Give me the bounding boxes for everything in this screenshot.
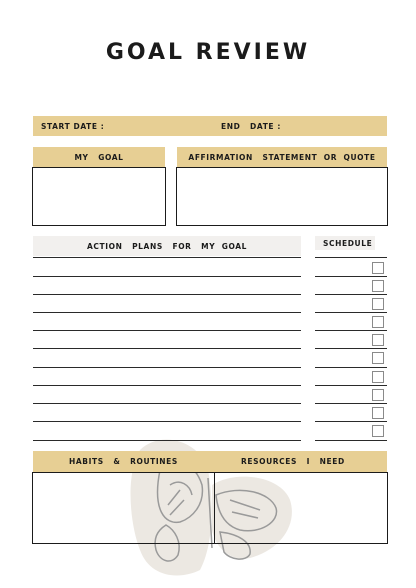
- checkbox-icon[interactable]: [372, 280, 384, 292]
- my-goal-box[interactable]: [32, 167, 166, 226]
- habits-area[interactable]: [33, 473, 213, 543]
- schedule-line: [315, 385, 387, 386]
- action-line[interactable]: [33, 385, 301, 386]
- action-plans-label: ACTION PLANS FOR MY GOAL: [86, 241, 248, 251]
- end-date-label: END DATE :: [221, 121, 281, 131]
- action-line[interactable]: [33, 348, 301, 349]
- schedule-line: [315, 367, 387, 368]
- schedule-line: [315, 294, 387, 295]
- checkbox-icon[interactable]: [372, 407, 384, 419]
- checkbox-icon[interactable]: [372, 298, 384, 310]
- action-line[interactable]: [33, 330, 301, 331]
- schedule-line: [315, 440, 387, 441]
- action-line[interactable]: [33, 403, 301, 404]
- dates-band: [33, 116, 387, 136]
- action-line[interactable]: [33, 312, 301, 313]
- action-line[interactable]: [33, 276, 301, 277]
- action-line[interactable]: [33, 440, 301, 441]
- action-plans-header: [33, 236, 301, 256]
- resources-area[interactable]: [215, 473, 386, 543]
- schedule-header: [315, 236, 375, 250]
- my-goal-header: [33, 147, 165, 167]
- schedule-line: [315, 276, 387, 277]
- checkbox-icon[interactable]: [372, 334, 384, 346]
- schedule-line: [315, 330, 387, 331]
- start-date-label: START DATE :: [41, 121, 105, 131]
- affirmation-box[interactable]: [176, 167, 388, 226]
- schedule-line: [315, 257, 387, 258]
- action-line[interactable]: [33, 421, 301, 422]
- my-goal-label: MY GOAL: [74, 152, 124, 162]
- affirmation-label: AFFIRMATION STATEMENT OR QUOTE: [188, 152, 376, 162]
- checkbox-icon[interactable]: [372, 352, 384, 364]
- action-line[interactable]: [33, 367, 301, 368]
- checkbox-icon[interactable]: [372, 389, 384, 401]
- action-line[interactable]: [33, 257, 301, 258]
- checkbox-icon[interactable]: [372, 371, 384, 383]
- action-line[interactable]: [33, 294, 301, 295]
- checkbox-icon[interactable]: [372, 262, 384, 274]
- schedule-line: [315, 312, 387, 313]
- schedule-label: SCHEDULE: [323, 238, 373, 248]
- schedule-line: [315, 421, 387, 422]
- schedule-line: [315, 348, 387, 349]
- resources-label: RESOURCES I NEED: [241, 457, 345, 466]
- bottom-band: [33, 451, 387, 472]
- checkbox-icon[interactable]: [372, 425, 384, 437]
- habits-label: HABITS & ROUTINES: [69, 457, 178, 466]
- checkbox-icon[interactable]: [372, 316, 384, 328]
- affirmation-header: [177, 147, 387, 167]
- schedule-line: [315, 403, 387, 404]
- page-title: GOAL REVIEW: [105, 40, 311, 65]
